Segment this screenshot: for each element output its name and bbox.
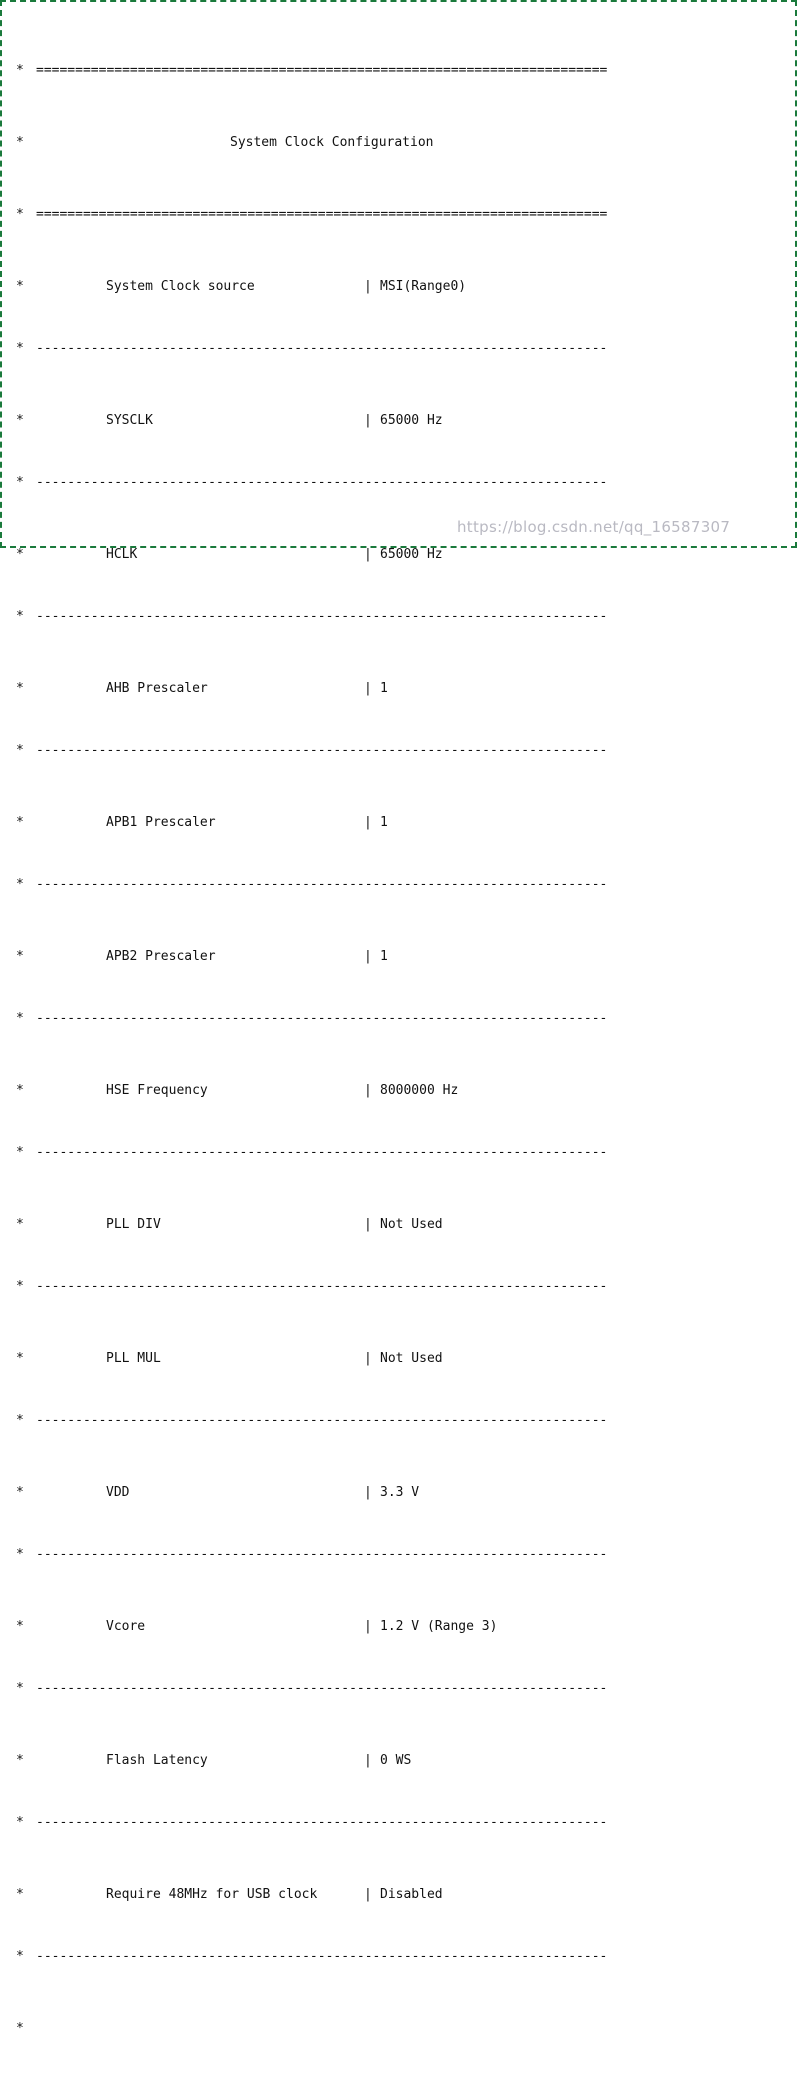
line-star: * <box>16 681 24 696</box>
dash-separator: ------------------------------------------------------------------------- <box>36 1681 608 1696</box>
line-star: * <box>16 63 24 78</box>
table-row <box>16 1618 786 1644</box>
table-row <box>16 1886 786 1912</box>
row-divider <box>16 1680 786 1698</box>
line-star: * <box>16 547 24 562</box>
row-divider <box>16 1546 786 1564</box>
dash-separator: ------------------------------------------------------------------------- <box>36 475 608 490</box>
equals-separator: ========================================================================= <box>36 63 608 78</box>
row-bar: | <box>364 1351 372 1366</box>
line-star: * <box>16 1413 24 1428</box>
line-star: * <box>16 135 24 150</box>
row-bar: | <box>364 1753 372 1768</box>
row-divider <box>16 1948 786 1966</box>
line-star: * <box>16 1279 24 1294</box>
row-bar: | <box>364 815 372 830</box>
row-label: AHB Prescaler <box>106 681 208 696</box>
line-star: * <box>16 743 24 758</box>
line-star: * <box>16 1351 24 1366</box>
title-underline-equals <box>16 206 786 224</box>
table-row <box>16 1082 786 1108</box>
dash-separator: ------------------------------------------------------------------------- <box>36 1949 608 1964</box>
row-label: APB2 Prescaler <box>106 949 216 964</box>
row-value: 1 <box>380 949 388 964</box>
row-bar: | <box>364 1083 372 1098</box>
row-value: 0 WS <box>380 1753 412 1768</box>
row-value: 3.3 V <box>380 1485 420 1500</box>
dash-separator: ------------------------------------------------------------------------- <box>36 1279 608 1294</box>
row-label: PLL DIV <box>106 1217 161 1232</box>
table-row <box>16 948 786 974</box>
row-label: Vcore <box>106 1619 146 1634</box>
line-star: * <box>16 1145 24 1160</box>
row-value: 1.2 V (Range 3) <box>380 1619 498 1634</box>
row-divider <box>16 1412 786 1430</box>
row-bar: | <box>364 1217 372 1232</box>
line-star: * <box>16 877 24 892</box>
row-divider <box>16 340 786 358</box>
row-label: SYSCLK <box>106 413 153 428</box>
table-row <box>16 278 786 304</box>
dash-separator: ------------------------------------------------------------------------- <box>36 743 608 758</box>
row-bar: | <box>364 1619 372 1634</box>
line-star: * <box>16 609 24 624</box>
table-row <box>16 1484 786 1510</box>
row-label: PLL MUL <box>106 1351 161 1366</box>
table-row <box>16 814 786 840</box>
line-star: * <box>16 1485 24 1500</box>
row-value: 65000 Hz <box>380 547 443 562</box>
row-value: 65000 Hz <box>380 413 443 428</box>
top-equals-line <box>16 62 786 80</box>
line-star: * <box>16 341 24 356</box>
table-row <box>16 1350 786 1376</box>
row-divider <box>16 742 786 760</box>
row-bar: | <box>364 1887 372 1902</box>
dash-separator: ------------------------------------------------------------------------- <box>36 1547 608 1562</box>
title-row <box>16 134 786 152</box>
table-row <box>16 680 786 706</box>
row-divider <box>16 1814 786 1832</box>
line-star: * <box>16 2021 24 2036</box>
row-label: VDD <box>106 1485 130 1500</box>
row-value: MSI(Range0) <box>380 279 467 294</box>
row-bar: | <box>364 949 372 964</box>
dash-separator: ------------------------------------------------------------------------- <box>36 1413 608 1428</box>
row-value: 1 <box>380 815 388 830</box>
line-star: * <box>16 815 24 830</box>
line-star: * <box>16 475 24 490</box>
table-row <box>16 1216 786 1242</box>
table-row <box>16 412 786 438</box>
row-divider <box>16 1144 786 1162</box>
row-bar: | <box>364 279 372 294</box>
row-bar: | <box>364 1485 372 1500</box>
line-star: * <box>16 1815 24 1830</box>
row-divider <box>16 1010 786 1028</box>
row-label: Require 48MHz for USB clock <box>106 1887 318 1902</box>
line-star: * <box>16 1619 24 1634</box>
row-label: HSE Frequency <box>106 1083 208 1098</box>
table-row <box>16 1752 786 1778</box>
line-star: * <box>16 1681 24 1696</box>
line-star: * <box>16 1949 24 1964</box>
line-star: * <box>16 279 24 294</box>
row-value: Not Used <box>380 1351 443 1366</box>
page-title: System Clock Configuration <box>230 135 434 150</box>
row-value: 1 <box>380 681 388 696</box>
trailing-star-line <box>16 2020 786 2038</box>
line-star: * <box>16 1887 24 1902</box>
line-star: * <box>16 1083 24 1098</box>
dash-separator: ------------------------------------------------------------------------- <box>36 1815 608 1830</box>
row-value: 8000000 Hz <box>380 1083 459 1098</box>
equals-separator: ========================================================================= <box>36 207 608 222</box>
dash-separator: ------------------------------------------------------------------------- <box>36 341 608 356</box>
row-bar: | <box>364 547 372 562</box>
row-value: Not Used <box>380 1217 443 1232</box>
row-bar: | <box>364 681 372 696</box>
line-star: * <box>16 1011 24 1026</box>
table-row <box>16 546 786 572</box>
dash-separator: ------------------------------------------------------------------------- <box>36 1011 608 1026</box>
line-star: * <box>16 413 24 428</box>
row-label: Flash Latency <box>106 1753 208 1768</box>
row-value: Disabled <box>380 1887 443 1902</box>
row-divider <box>16 608 786 626</box>
watermark-text: https://blog.csdn.net/qq_16587307 <box>457 518 731 536</box>
dash-separator: ------------------------------------------------------------------------- <box>36 609 608 624</box>
dash-separator: ------------------------------------------------------------------------- <box>36 877 608 892</box>
dash-separator: ------------------------------------------------------------------------- <box>36 1145 608 1160</box>
row-label: HCLK <box>106 547 138 562</box>
line-star: * <box>16 1217 24 1232</box>
row-divider <box>16 474 786 492</box>
line-star: * <box>16 949 24 964</box>
row-label: System Clock source <box>106 279 255 294</box>
line-star: * <box>16 1753 24 1768</box>
row-label: APB1 Prescaler <box>106 815 216 830</box>
line-star: * <box>16 1547 24 1562</box>
row-divider <box>16 876 786 894</box>
row-bar: | <box>364 413 372 428</box>
line-star: * <box>16 207 24 222</box>
clock-config-output <box>16 8 786 2092</box>
row-divider <box>16 1278 786 1296</box>
